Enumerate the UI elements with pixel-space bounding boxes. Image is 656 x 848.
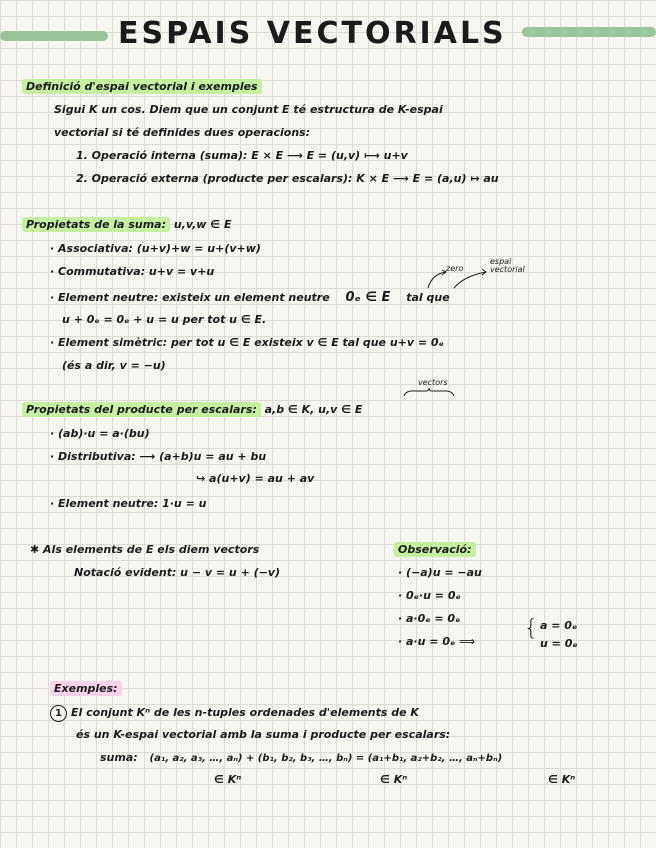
scalar-property-associative: · (ab)·u = a·(bu) (50, 427, 150, 440)
vectors-note: ✱ Als elements de E els diem vectors (30, 543, 260, 556)
scalar-properties-heading: Propietats del producte per escalars: a,b ∈ K, u,v ∈ E (22, 403, 362, 416)
symmetric-element-line-2: (és a dir, v = −u) (62, 359, 166, 372)
in-kn-2: ∈ Kⁿ (380, 773, 408, 786)
example-1-line-2: és un K-espai vectorial amb la suma i producte per escalars: (76, 728, 451, 741)
observation-2: · 0ₑ·u = 0ₑ (398, 589, 461, 602)
case-u-zero: u = 0ₑ (540, 637, 578, 650)
space-label: espai vectorial (490, 257, 525, 274)
vectors-label: vectors (418, 378, 448, 387)
definition-line-2: vectorial si té definides dues operacions: (54, 126, 311, 139)
symmetric-element-line-1: · Element simètric: per tot u ∈ E existeix v ∈ E tal que u+v = 0ₑ (50, 336, 444, 349)
examples-heading: Exemples: (50, 682, 122, 695)
distributive-line-2: ↪ a(u+v) = au + av (196, 472, 315, 485)
title-bar-left (0, 31, 108, 41)
neutral-element-line-2: u + 0ₑ = 0ₑ + u = u per tot u ∈ E. (62, 313, 267, 326)
cases-brace: { (524, 616, 538, 641)
commutative-property: · Commutativa: u+v = v+u (50, 265, 215, 278)
observation-1: · (−a)u = −au (398, 566, 482, 579)
observation-4: · a·u = 0ₑ ⟹ (398, 635, 475, 648)
case-a-zero: a = 0ₑ (540, 619, 578, 632)
example-1-line-1: 1 El conjunt Kⁿ de les n-tuples ordenades d'elements de K (50, 705, 419, 722)
annotation-arrows (424, 266, 504, 290)
title-bar-right (522, 27, 656, 37)
neutral-element-line-1: · Element neutre: existeix un element neutre 0ₑ ∈ E tal que (50, 290, 450, 305)
in-kn-3: ∈ Kⁿ (548, 773, 576, 786)
in-kn-1: ∈ Kⁿ (214, 773, 242, 786)
vectors-brace (402, 388, 456, 398)
sum-properties-heading: Propietats de la suma: u,v,w ∈ E (22, 218, 231, 231)
observation-heading: Observació: (394, 543, 476, 556)
operation-internal: 1. Operació interna (suma): E × E ⟶ E = (u,v) ⟼ u+v (76, 149, 408, 162)
page-title: ESPAIS VECTORIALS (118, 16, 507, 51)
zero-label: zero (446, 264, 464, 273)
operation-external: 2. Operació externa (producte per escalars): K × E ⟶ E = (a,u) ↦ au (76, 172, 499, 185)
example-1-sum: suma: (a₁, a₂, a₃, …, aₙ) + (b₁, b₂, b₃, …, bₙ) = (a₁+b₁, a₂+b₂, …, aₙ+bₙ) (100, 751, 503, 764)
scalar-neutral-element: · Element neutre: 1·u = u (50, 497, 207, 510)
notation-note: Notació evident: u − v = u + (−v) (74, 566, 281, 579)
definition-line-1: Sigui K un cos. Diem que un conjunt E té estructura de K-espai (54, 103, 443, 116)
definition-heading: Definició d'espai vectorial i exemples (22, 80, 262, 93)
distributive-line-1: · Distributiva: ⟶ (a+b)u = au + bu (50, 450, 267, 463)
observation-3: · a·0ₑ = 0ₑ (398, 612, 461, 625)
associative-property: · Associativa: (u+v)+w = u+(v+w) (50, 242, 261, 255)
